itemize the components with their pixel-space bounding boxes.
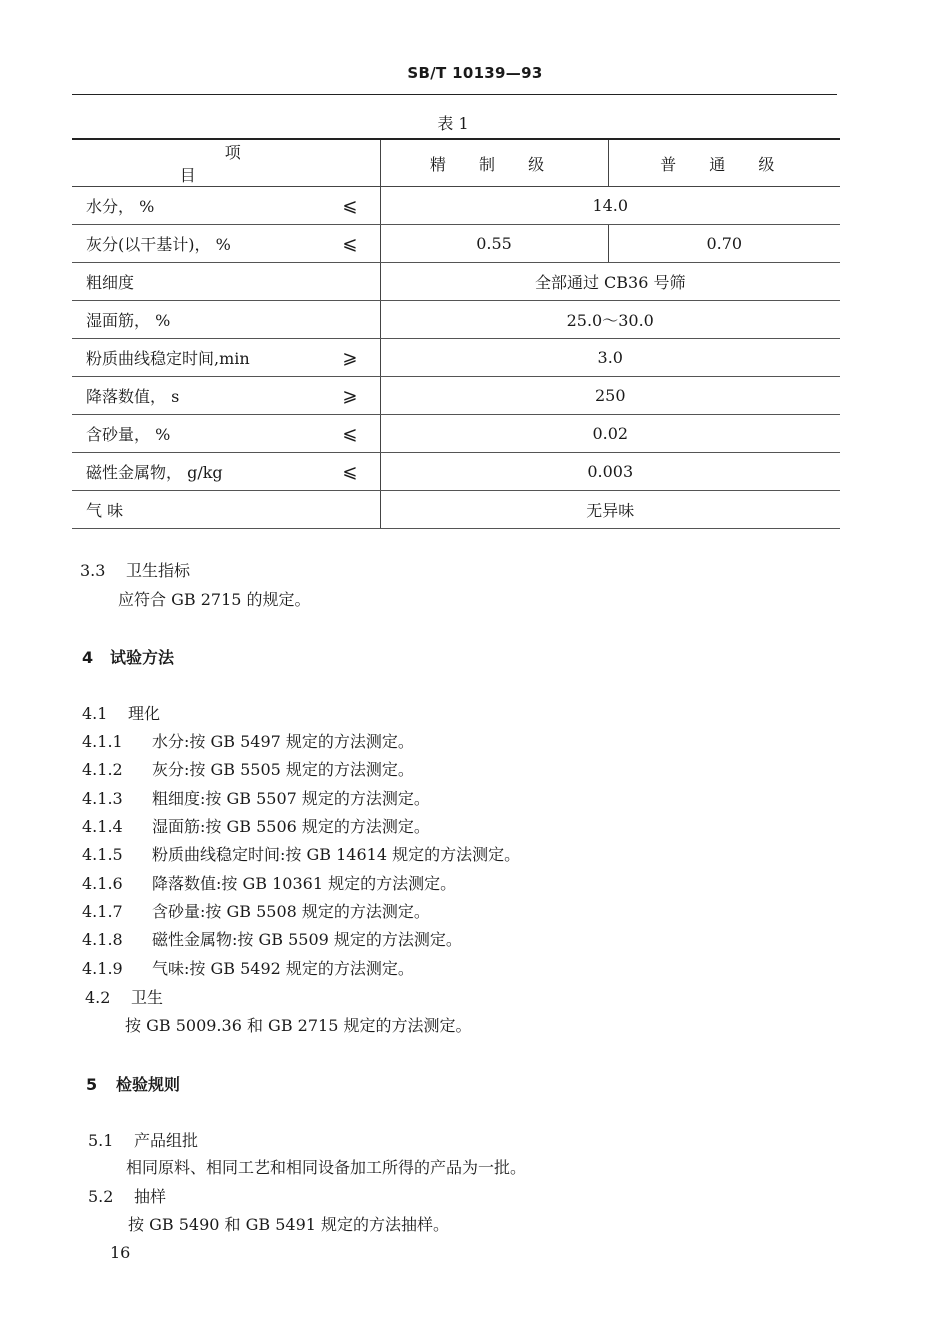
row-item: 水分， % (86, 197, 155, 216)
table-caption: 表 1 (437, 114, 469, 133)
spec-table (72, 138, 840, 529)
header-grade-refined: 精 制 级 (380, 139, 608, 187)
row-value: 14.0 (380, 187, 840, 225)
table-row (72, 491, 840, 529)
list-item: 4.1.3 粗细度:按 GB 5507 规定的方法测定。 (82, 789, 430, 808)
comparison-symbol: ⩾ (342, 347, 358, 368)
section-4-2-heading: 4.2 卫生 (85, 988, 164, 1007)
table-row (72, 377, 840, 415)
row-item: 粉质曲线稳定时间,min (86, 349, 250, 368)
section-4-heading: 4 试验方法 (82, 648, 175, 667)
row-value: 3.0 (380, 339, 840, 377)
comparison-symbol: ⩽ (342, 461, 358, 482)
row-value-ordinary: 0.70 (608, 225, 840, 263)
comparison-symbol: ⩽ (342, 233, 358, 254)
table-row (72, 339, 840, 377)
section-5-1-heading: 5.1 产品组批 (88, 1131, 199, 1150)
table-row (72, 263, 840, 301)
list-item: 4.1.8 磁性金属物:按 GB 5509 规定的方法测定。 (82, 930, 462, 949)
row-item: 灰分(以干基计)， % (86, 235, 231, 254)
section-5-heading: 5 检验规则 (86, 1075, 181, 1094)
section-5-2-heading: 5.2 抽样 (88, 1187, 167, 1206)
header-grade-ordinary: 普 通 级 (608, 139, 840, 187)
section-4-2-text: 按 GB 5009.36 和 GB 2715 规定的方法测定。 (125, 1016, 472, 1035)
section-3-3-text: 应符合 GB 2715 的规定。 (118, 590, 311, 609)
row-value-refined: 0.55 (380, 225, 608, 263)
comparison-symbol: ⩽ (342, 195, 358, 216)
table-row (72, 187, 840, 225)
page-number: 16 (110, 1243, 131, 1262)
table-row (72, 225, 840, 263)
row-value: 0.02 (380, 415, 840, 453)
comparison-symbol: ⩽ (342, 423, 358, 444)
list-item: 4.1.6 降落数值:按 GB 10361 规定的方法测定。 (82, 874, 457, 893)
row-value: 全部通过 CB36 号筛 (380, 263, 840, 301)
list-item: 4.1.7 含砂量:按 GB 5508 规定的方法测定。 (82, 902, 430, 921)
row-item: 粗细度 (86, 273, 135, 292)
list-item: 4.1.2 灰分:按 GB 5505 规定的方法测定。 (82, 760, 414, 779)
header-item: 项 目 (72, 139, 380, 187)
section-4-1-heading: 4.1 理化 (82, 704, 161, 723)
row-value: 25.0～30.0 (380, 301, 840, 339)
row-item: 湿面筋， % (86, 311, 171, 330)
list-item: 4.1.1 水分:按 GB 5497 规定的方法测定。 (82, 732, 414, 751)
list-item: 4.1.4 湿面筋:按 GB 5506 规定的方法测定。 (82, 817, 430, 836)
comparison-symbol: ⩾ (342, 385, 358, 406)
section-3-3-heading: 3.3 卫生指标 (80, 561, 191, 580)
row-item: 降落数值， s (86, 387, 180, 406)
standard-code-header: SB/T 10139—93 (407, 64, 543, 82)
section-5-1-text: 相同原料、相同工艺和相同设备加工所得的产品为一批。 (126, 1158, 527, 1177)
list-item: 4.1.5 粉质曲线稳定时间:按 GB 14614 规定的方法测定。 (82, 845, 521, 864)
table-header-row (72, 139, 840, 187)
row-value: 无异味 (380, 491, 840, 529)
table-row (72, 301, 840, 339)
table-row (72, 453, 840, 491)
row-item: 磁性金属物， g/kg (86, 463, 223, 482)
table-row (72, 415, 840, 453)
row-item: 气 味 (86, 501, 124, 520)
list-item: 4.1.9 气味:按 GB 5492 规定的方法测定。 (82, 959, 414, 978)
section-5-2-text: 按 GB 5490 和 GB 5491 规定的方法抽样。 (128, 1215, 450, 1234)
header-rule (72, 94, 837, 95)
row-value: 250 (380, 377, 840, 415)
row-value: 0.003 (380, 453, 840, 491)
row-item: 含砂量， % (86, 425, 171, 444)
